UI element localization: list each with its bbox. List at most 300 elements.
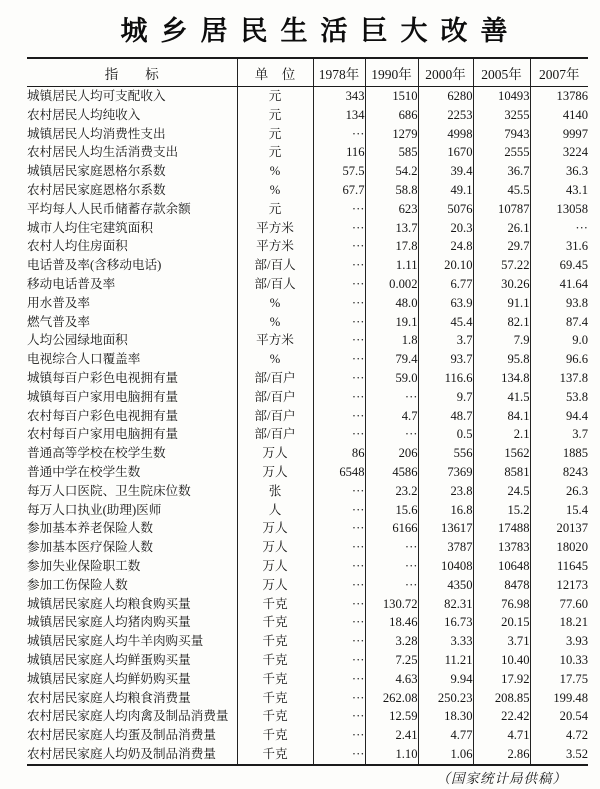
column-header: 2005年 bbox=[473, 58, 530, 87]
indicator-cell: 参加工伤保险人数 bbox=[27, 577, 128, 592]
indicator-cell: 每万人口医院、卫生院床位数 bbox=[27, 483, 191, 498]
value-cell: 16.73 bbox=[418, 613, 473, 632]
indicator-cell: 农村居民家庭人均蛋及制品消费量 bbox=[27, 728, 216, 743]
indicator-cell: 普通高等学校在校学生数 bbox=[27, 446, 166, 461]
indicator-cell: 移动电话普及率 bbox=[27, 277, 116, 292]
value-cell: 17.92 bbox=[473, 670, 530, 689]
value-cell: ··· bbox=[313, 538, 365, 557]
unit-cell: 千克 bbox=[237, 726, 313, 745]
unit-cell: 部/百人 bbox=[237, 256, 313, 275]
value-cell: 1510 bbox=[365, 87, 418, 106]
column-header: 2007年 bbox=[530, 58, 588, 87]
value-cell: 623 bbox=[365, 200, 418, 219]
value-cell: 4.7 bbox=[365, 407, 418, 426]
value-cell: 13058 bbox=[530, 200, 588, 219]
value-cell: 76.98 bbox=[473, 595, 530, 614]
unit-cell: 元 bbox=[237, 143, 313, 162]
table-row bbox=[27, 576, 588, 595]
unit-cell: 部/百户 bbox=[237, 407, 313, 426]
unit-cell: 部/百户 bbox=[237, 369, 313, 388]
value-cell: 1562 bbox=[473, 444, 530, 463]
value-cell: 45.4 bbox=[418, 313, 473, 332]
value-cell: 2.41 bbox=[365, 726, 418, 745]
table-row bbox=[27, 162, 588, 181]
value-cell: 12.59 bbox=[365, 707, 418, 726]
table-row bbox=[27, 106, 588, 125]
indicator-cell: 用水普及率 bbox=[27, 295, 90, 310]
value-cell: 1279 bbox=[365, 125, 418, 144]
value-cell: 10787 bbox=[473, 200, 530, 219]
table-body bbox=[27, 87, 588, 765]
value-cell: 87.4 bbox=[530, 313, 588, 332]
value-cell: 343 bbox=[313, 87, 365, 106]
table-row bbox=[27, 482, 588, 501]
unit-cell: 千克 bbox=[237, 745, 313, 765]
value-cell: 49.1 bbox=[418, 181, 473, 200]
value-cell: ··· bbox=[313, 689, 365, 708]
column-header: 1978年 bbox=[313, 58, 365, 87]
unit-cell: 元 bbox=[237, 106, 313, 125]
value-cell: 13.7 bbox=[365, 219, 418, 238]
indicator-cell: 城市人均住宅建筑面积 bbox=[27, 220, 153, 235]
value-cell: 1.10 bbox=[365, 745, 418, 765]
value-cell: 2.1 bbox=[473, 425, 530, 444]
value-cell: 3.7 bbox=[418, 331, 473, 350]
value-cell: 9.94 bbox=[418, 670, 473, 689]
value-cell: 20.3 bbox=[418, 219, 473, 238]
value-cell: 22.42 bbox=[473, 707, 530, 726]
value-cell: 48.0 bbox=[365, 294, 418, 313]
value-cell: 4.72 bbox=[530, 726, 588, 745]
unit-cell: % bbox=[237, 350, 313, 369]
value-cell: 19.1 bbox=[365, 313, 418, 332]
indicator-cell: 城镇居民家庭人均鲜蛋购买量 bbox=[27, 653, 191, 667]
table-row bbox=[27, 275, 588, 294]
unit-cell: 平方米 bbox=[237, 237, 313, 256]
value-cell: ··· bbox=[313, 407, 365, 426]
value-cell: 18020 bbox=[530, 538, 588, 557]
value-cell: ··· bbox=[313, 350, 365, 369]
table-row bbox=[27, 745, 588, 765]
value-cell: ··· bbox=[313, 576, 365, 595]
value-cell: ··· bbox=[313, 219, 365, 238]
value-cell: ··· bbox=[313, 557, 365, 576]
unit-cell: 千克 bbox=[237, 689, 313, 708]
value-cell: 11.21 bbox=[418, 651, 473, 670]
value-cell: 3.28 bbox=[365, 632, 418, 651]
value-cell: 4.77 bbox=[418, 726, 473, 745]
value-cell: ··· bbox=[313, 651, 365, 670]
unit-cell: 千克 bbox=[237, 670, 313, 689]
unit-cell: % bbox=[237, 162, 313, 181]
column-header: 1990年 bbox=[365, 58, 418, 87]
value-cell: 7943 bbox=[473, 125, 530, 144]
value-cell: 63.9 bbox=[418, 294, 473, 313]
value-cell: 206 bbox=[365, 444, 418, 463]
value-cell: 7369 bbox=[418, 463, 473, 482]
value-cell: ··· bbox=[313, 613, 365, 632]
value-cell: 48.7 bbox=[418, 407, 473, 426]
table-row bbox=[27, 557, 588, 576]
table-row bbox=[27, 143, 588, 162]
table-row bbox=[27, 595, 588, 614]
value-cell: 18.30 bbox=[418, 707, 473, 726]
indicator-cell: 城镇居民家庭人均鲜奶购买量 bbox=[27, 671, 191, 686]
indicator-cell: 农村人均住房面积 bbox=[27, 239, 128, 254]
value-cell: 95.8 bbox=[473, 350, 530, 369]
value-cell: 41.64 bbox=[530, 275, 588, 294]
indicator-cell: 农村居民人均纯收入 bbox=[27, 107, 141, 122]
value-cell: ··· bbox=[313, 632, 365, 651]
value-cell: ··· bbox=[313, 482, 365, 501]
source-credit: （国家统计局供稿） bbox=[436, 771, 567, 786]
value-cell: 24.8 bbox=[418, 237, 473, 256]
value-cell: 1.11 bbox=[365, 256, 418, 275]
unit-cell: 千克 bbox=[237, 632, 313, 651]
value-cell: ··· bbox=[313, 670, 365, 689]
value-cell: ··· bbox=[313, 237, 365, 256]
indicator-cell: 人均公园绿地面积 bbox=[27, 333, 128, 348]
value-cell: ··· bbox=[530, 219, 588, 238]
value-cell: 3224 bbox=[530, 143, 588, 162]
value-cell: 26.3 bbox=[530, 482, 588, 501]
value-cell: 11645 bbox=[530, 557, 588, 576]
value-cell: 134.8 bbox=[473, 369, 530, 388]
value-cell: 82.31 bbox=[418, 595, 473, 614]
unit-cell: 元 bbox=[237, 125, 313, 144]
value-cell: 36.3 bbox=[530, 162, 588, 181]
value-cell: 10408 bbox=[418, 557, 473, 576]
indicator-cell: 城镇居民家庭恩格尔系数 bbox=[27, 164, 166, 179]
unit-cell: 部/百人 bbox=[237, 275, 313, 294]
value-cell: 10493 bbox=[473, 87, 530, 106]
value-cell: 0.002 bbox=[365, 275, 418, 294]
table-row bbox=[27, 125, 588, 144]
value-cell: 116 bbox=[313, 143, 365, 162]
table-row bbox=[27, 388, 588, 407]
value-cell: 4.71 bbox=[473, 726, 530, 745]
header-row bbox=[27, 58, 588, 87]
value-cell: 13786 bbox=[530, 87, 588, 106]
value-cell: 6548 bbox=[313, 463, 365, 482]
value-cell: 134 bbox=[313, 106, 365, 125]
value-cell: ··· bbox=[365, 576, 418, 595]
indicator-cell: 电视综合人口覆盖率 bbox=[27, 352, 141, 367]
table-row bbox=[27, 313, 588, 332]
value-cell: 93.8 bbox=[530, 294, 588, 313]
value-cell: 24.5 bbox=[473, 482, 530, 501]
value-cell: ··· bbox=[365, 557, 418, 576]
value-cell: 8581 bbox=[473, 463, 530, 482]
unit-cell: 千克 bbox=[237, 651, 313, 670]
table-header bbox=[27, 58, 588, 87]
value-cell: 91.1 bbox=[473, 294, 530, 313]
value-cell: 4998 bbox=[418, 125, 473, 144]
value-cell: 10.40 bbox=[473, 651, 530, 670]
unit-cell: 万人 bbox=[237, 463, 313, 482]
value-cell: 15.4 bbox=[530, 501, 588, 520]
value-cell: 69.45 bbox=[530, 256, 588, 275]
value-cell: ··· bbox=[313, 388, 365, 407]
indicator-cell: 电话普及率(含移动电话) bbox=[27, 258, 162, 273]
table-row bbox=[27, 237, 588, 256]
unit-cell: 万人 bbox=[237, 557, 313, 576]
value-cell: ··· bbox=[313, 125, 365, 144]
indicator-cell: 平均每人人民币储蓄存款余额 bbox=[27, 201, 191, 216]
value-cell: 1885 bbox=[530, 444, 588, 463]
value-cell: 686 bbox=[365, 106, 418, 125]
value-cell: 208.85 bbox=[473, 689, 530, 708]
value-cell: 20.10 bbox=[418, 256, 473, 275]
value-cell: ··· bbox=[313, 313, 365, 332]
indicator-cell: 城镇每百户家用电脑拥有量 bbox=[27, 389, 179, 404]
unit-cell: 万人 bbox=[237, 538, 313, 557]
value-cell: 262.08 bbox=[365, 689, 418, 708]
value-cell: ··· bbox=[313, 294, 365, 313]
value-cell: 3.52 bbox=[530, 745, 588, 765]
value-cell: 77.60 bbox=[530, 595, 588, 614]
value-cell: 6280 bbox=[418, 87, 473, 106]
value-cell: 36.7 bbox=[473, 162, 530, 181]
value-cell: 13783 bbox=[473, 538, 530, 557]
value-cell: 17488 bbox=[473, 519, 530, 538]
value-cell: 59.0 bbox=[365, 369, 418, 388]
value-cell: 3.7 bbox=[530, 425, 588, 444]
table-row bbox=[27, 219, 588, 238]
table-row bbox=[27, 331, 588, 350]
indicator-cell: 城镇居民家庭人均粮食购买量 bbox=[27, 596, 191, 611]
table-row bbox=[27, 707, 588, 726]
value-cell: 20.54 bbox=[530, 707, 588, 726]
unit-cell: 元 bbox=[237, 200, 313, 219]
indicator-cell: 城镇居民人均可支配收入 bbox=[27, 89, 166, 104]
value-cell: 20137 bbox=[530, 519, 588, 538]
value-cell: 18.21 bbox=[530, 613, 588, 632]
table-row bbox=[27, 87, 588, 106]
indicator-cell: 城镇居民人均消费性支出 bbox=[27, 126, 166, 141]
value-cell: ··· bbox=[313, 595, 365, 614]
value-cell: 116.6 bbox=[418, 369, 473, 388]
table-row bbox=[27, 369, 588, 388]
value-cell: 57.5 bbox=[313, 162, 365, 181]
unit-cell: 平方米 bbox=[237, 219, 313, 238]
indicator-cell: 参加基本医疗保险人数 bbox=[27, 540, 153, 555]
value-cell: 9.0 bbox=[530, 331, 588, 350]
value-cell: 4350 bbox=[418, 576, 473, 595]
value-cell: 58.8 bbox=[365, 181, 418, 200]
value-cell: 3255 bbox=[473, 106, 530, 125]
value-cell: 29.7 bbox=[473, 237, 530, 256]
unit-cell: 部/百户 bbox=[237, 425, 313, 444]
value-cell: 15.2 bbox=[473, 501, 530, 520]
unit-cell: 千克 bbox=[237, 613, 313, 632]
value-cell: 4586 bbox=[365, 463, 418, 482]
value-cell: 7.9 bbox=[473, 331, 530, 350]
value-cell: 556 bbox=[418, 444, 473, 463]
value-cell: 84.1 bbox=[473, 407, 530, 426]
unit-cell: 万人 bbox=[237, 519, 313, 538]
indicator-cell: 城镇每百户彩色电视拥有量 bbox=[27, 371, 179, 386]
table-row bbox=[27, 407, 588, 426]
value-cell: ··· bbox=[313, 501, 365, 520]
indicator-cell: 参加失业保险职工数 bbox=[27, 559, 141, 574]
table-row bbox=[27, 726, 588, 745]
value-cell: 130.72 bbox=[365, 595, 418, 614]
value-cell: 86 bbox=[313, 444, 365, 463]
unit-cell: 千克 bbox=[237, 595, 313, 614]
value-cell: 54.2 bbox=[365, 162, 418, 181]
value-cell: ··· bbox=[313, 425, 365, 444]
value-cell: 17.75 bbox=[530, 670, 588, 689]
value-cell: 12173 bbox=[530, 576, 588, 595]
value-cell: 94.4 bbox=[530, 407, 588, 426]
unit-cell: 平方米 bbox=[237, 331, 313, 350]
column-header: 单 位 bbox=[237, 58, 313, 87]
table-row bbox=[27, 350, 588, 369]
stats-table bbox=[27, 57, 588, 766]
indicator-cell: 农村每百户彩色电视拥有量 bbox=[27, 408, 179, 423]
column-header: 指 标 bbox=[27, 58, 237, 87]
value-cell: 26.1 bbox=[473, 219, 530, 238]
indicator-cell: 普通中学在校学生数 bbox=[27, 465, 141, 480]
value-cell: 10.33 bbox=[530, 651, 588, 670]
unit-cell: 元 bbox=[237, 87, 313, 106]
table-row bbox=[27, 256, 588, 275]
table-row bbox=[27, 632, 588, 651]
value-cell: ··· bbox=[365, 425, 418, 444]
value-cell: ··· bbox=[365, 388, 418, 407]
value-cell: 5076 bbox=[418, 200, 473, 219]
indicator-cell: 城镇居民家庭人均猪肉购买量 bbox=[27, 615, 191, 630]
page-title: 城乡居民生活巨大改善 bbox=[120, 16, 521, 47]
indicator-cell: 农村每百户家用电脑拥有量 bbox=[27, 427, 179, 442]
unit-cell: 千克 bbox=[237, 707, 313, 726]
indicator-cell: 农村居民家庭人均肉禽及制品消费量 bbox=[27, 709, 229, 724]
value-cell: ··· bbox=[313, 519, 365, 538]
value-cell: 31.6 bbox=[530, 237, 588, 256]
value-cell: 57.22 bbox=[473, 256, 530, 275]
value-cell: 585 bbox=[365, 143, 418, 162]
value-cell: 0.5 bbox=[418, 425, 473, 444]
value-cell: 137.8 bbox=[530, 369, 588, 388]
value-cell: ··· bbox=[313, 200, 365, 219]
value-cell: ··· bbox=[313, 331, 365, 350]
table-row bbox=[27, 181, 588, 200]
value-cell: 3.33 bbox=[418, 632, 473, 651]
unit-cell: % bbox=[237, 294, 313, 313]
value-cell: 2.86 bbox=[473, 745, 530, 765]
value-cell: 45.5 bbox=[473, 181, 530, 200]
value-cell: 43.1 bbox=[530, 181, 588, 200]
indicator-cell: 参加基本养老保险人数 bbox=[27, 521, 153, 536]
value-cell: 41.5 bbox=[473, 388, 530, 407]
table-row bbox=[27, 463, 588, 482]
value-cell: 7.25 bbox=[365, 651, 418, 670]
value-cell: 1.8 bbox=[365, 331, 418, 350]
table-row bbox=[27, 444, 588, 463]
indicator-cell: 农村居民家庭人均粮食消费量 bbox=[27, 690, 191, 705]
value-cell: 10648 bbox=[473, 557, 530, 576]
value-cell: 3.93 bbox=[530, 632, 588, 651]
value-cell: 67.7 bbox=[313, 181, 365, 200]
value-cell: ··· bbox=[313, 256, 365, 275]
table-row bbox=[27, 294, 588, 313]
indicator-cell: 农村居民家庭人均奶及制品消费量 bbox=[27, 746, 216, 761]
table-row bbox=[27, 613, 588, 632]
value-cell: ··· bbox=[313, 745, 365, 765]
table-row bbox=[27, 425, 588, 444]
value-cell: ··· bbox=[365, 538, 418, 557]
value-cell: ··· bbox=[313, 707, 365, 726]
table-row bbox=[27, 501, 588, 520]
table-row bbox=[27, 670, 588, 689]
value-cell: 39.4 bbox=[418, 162, 473, 181]
value-cell: 23.2 bbox=[365, 482, 418, 501]
value-cell: 53.8 bbox=[530, 388, 588, 407]
table-row bbox=[27, 651, 588, 670]
value-cell: ··· bbox=[313, 275, 365, 294]
value-cell: 250.23 bbox=[418, 689, 473, 708]
table-row bbox=[27, 200, 588, 219]
value-cell: 20.15 bbox=[473, 613, 530, 632]
indicator-cell: 每万人口执业(助理)医师 bbox=[27, 502, 162, 517]
value-cell: 4140 bbox=[530, 106, 588, 125]
value-cell: 17.8 bbox=[365, 237, 418, 256]
value-cell: 6166 bbox=[365, 519, 418, 538]
value-cell: 2555 bbox=[473, 143, 530, 162]
unit-cell: % bbox=[237, 313, 313, 332]
value-cell: ··· bbox=[313, 726, 365, 745]
value-cell: 79.4 bbox=[365, 350, 418, 369]
column-header: 2000年 bbox=[418, 58, 473, 87]
table-row bbox=[27, 519, 588, 538]
value-cell: 3.71 bbox=[473, 632, 530, 651]
indicator-cell: 农村居民人均生活消费支出 bbox=[27, 145, 179, 160]
value-cell: 2253 bbox=[418, 106, 473, 125]
value-cell: 1670 bbox=[418, 143, 473, 162]
indicator-cell: 城镇居民家庭人均牛羊肉购买量 bbox=[27, 634, 204, 649]
value-cell: 4.63 bbox=[365, 670, 418, 689]
value-cell: 3787 bbox=[418, 538, 473, 557]
indicator-cell: 农村居民家庭恩格尔系数 bbox=[27, 183, 166, 198]
unit-cell: 万人 bbox=[237, 576, 313, 595]
unit-cell: % bbox=[237, 181, 313, 200]
value-cell: 82.1 bbox=[473, 313, 530, 332]
value-cell: 9.7 bbox=[418, 388, 473, 407]
unit-cell: 万人 bbox=[237, 444, 313, 463]
unit-cell: 部/百户 bbox=[237, 388, 313, 407]
value-cell: 93.7 bbox=[418, 350, 473, 369]
value-cell: 8478 bbox=[473, 576, 530, 595]
indicator-cell: 燃气普及率 bbox=[27, 314, 90, 329]
value-cell: 15.6 bbox=[365, 501, 418, 520]
table-row bbox=[27, 538, 588, 557]
value-cell: ··· bbox=[313, 369, 365, 388]
unit-cell: 人 bbox=[237, 501, 313, 520]
table-row bbox=[27, 689, 588, 708]
value-cell: 23.8 bbox=[418, 482, 473, 501]
value-cell: 199.48 bbox=[530, 689, 588, 708]
value-cell: 6.77 bbox=[418, 275, 473, 294]
value-cell: 13617 bbox=[418, 519, 473, 538]
value-cell: 16.8 bbox=[418, 501, 473, 520]
value-cell: 30.26 bbox=[473, 275, 530, 294]
unit-cell: 张 bbox=[237, 482, 313, 501]
value-cell: 96.6 bbox=[530, 350, 588, 369]
value-cell: 18.46 bbox=[365, 613, 418, 632]
value-cell: 9997 bbox=[530, 125, 588, 144]
value-cell: 1.06 bbox=[418, 745, 473, 765]
